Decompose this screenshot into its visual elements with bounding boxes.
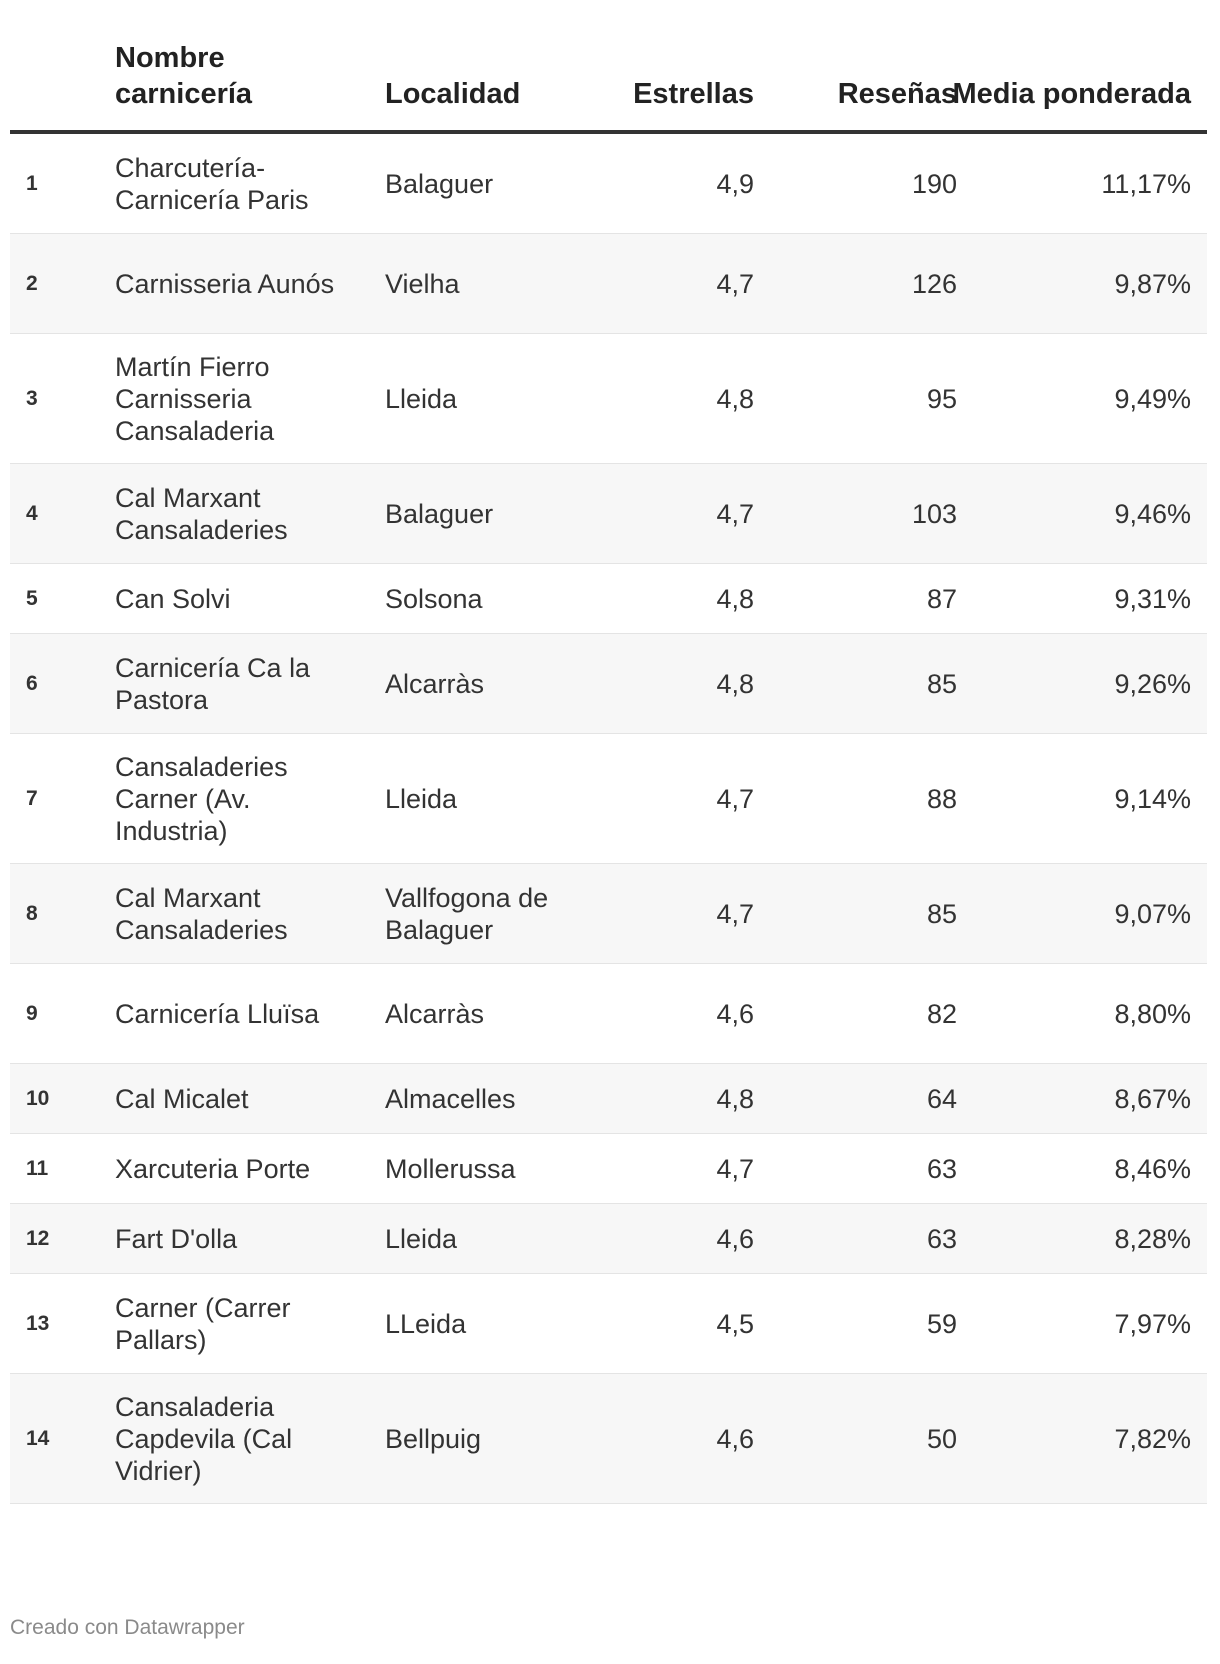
table-row (10, 964, 1207, 1064)
weighted-cell: 8,46% (1114, 1153, 1191, 1184)
weighted-cell: 8,80% (1114, 998, 1191, 1029)
table-row (10, 1064, 1207, 1134)
locality-cell: Alcarràs (385, 668, 485, 699)
reviews-cell: 63 (926, 1153, 957, 1184)
stars-cell: 4,8 (716, 1083, 754, 1114)
locality-cell: Solsona (385, 583, 483, 614)
table-header (10, 0, 1207, 134)
weighted-cell: 9,26% (1114, 668, 1191, 699)
rank-cell: 8 (26, 901, 38, 925)
weighted-cell: 9,07% (1114, 898, 1191, 929)
reviews-cell: 64 (926, 1083, 957, 1114)
reviews-cell: 95 (926, 383, 957, 414)
locality-cell: Lleida (385, 383, 458, 414)
datawrapper-credit: Creado con Datawrapper (10, 1616, 245, 1639)
rank-cell: 2 (26, 271, 38, 295)
rank-cell: 13 (26, 1311, 50, 1335)
reviews-cell: 85 (926, 898, 957, 929)
locality-cell: Balaguer (385, 498, 494, 529)
stars-cell: 4,8 (716, 583, 754, 614)
name-cell: Carnisseria Aunós (115, 268, 335, 299)
weighted-cell: 9,14% (1114, 783, 1191, 814)
name-cell: Fart D'olla (115, 1223, 238, 1254)
weighted-cell: 7,97% (1114, 1308, 1191, 1339)
stars-cell: 4,7 (716, 898, 754, 929)
stars-cell: 4,6 (716, 998, 754, 1029)
rank-cell: 9 (26, 1001, 38, 1025)
ranking-table (10, 0, 1207, 1504)
reviews-cell: 85 (926, 668, 957, 699)
stars-cell: 4,9 (716, 168, 754, 199)
weighted-cell: 9,31% (1114, 583, 1191, 614)
table-row (10, 564, 1207, 634)
locality-cell: Lleida (385, 783, 458, 814)
header-weighted[interactable]: Media ponderada (952, 78, 1191, 110)
stars-cell: 4,7 (716, 268, 754, 299)
name-cell: Cansaladeries Carner (Av. Industria) (115, 751, 288, 846)
name-cell: Cal Marxant Cansaladeries (115, 882, 288, 945)
reviews-cell: 50 (926, 1423, 957, 1454)
locality-cell: Lleida (385, 1223, 458, 1254)
table-row (10, 1274, 1207, 1374)
reviews-cell: 88 (926, 783, 957, 814)
weighted-cell: 9,46% (1114, 498, 1191, 529)
locality-cell: Alcarràs (385, 998, 485, 1029)
reviews-cell: 103 (911, 498, 957, 529)
header-reviews[interactable]: Reseñas (837, 78, 957, 110)
rank-cell: 11 (26, 1156, 49, 1180)
reviews-cell: 190 (911, 168, 957, 199)
table-row (10, 234, 1207, 334)
table-row (10, 1134, 1207, 1204)
reviews-cell: 82 (926, 998, 957, 1029)
header-stars[interactable]: Estrellas (633, 78, 754, 110)
name-cell: Xarcuteria Porte (115, 1153, 311, 1184)
locality-cell: Almacelles (385, 1083, 516, 1114)
table-row (10, 1374, 1207, 1504)
reviews-cell: 63 (926, 1223, 957, 1254)
name-cell: Charcutería-Carnicería Paris (115, 152, 309, 215)
weighted-cell: 8,67% (1114, 1083, 1191, 1114)
name-cell: Cal Micalet (115, 1083, 249, 1114)
stars-cell: 4,7 (716, 783, 754, 814)
weighted-cell: 8,28% (1114, 1223, 1191, 1254)
rank-cell: 1 (26, 171, 38, 195)
name-cell: Carnicería Lluïsa (115, 998, 320, 1029)
locality-cell: Mollerussa (385, 1153, 516, 1184)
stars-cell: 4,7 (716, 498, 754, 529)
table-row (10, 1204, 1207, 1274)
weighted-cell: 11,17% (1101, 168, 1191, 199)
rank-cell: 3 (26, 386, 38, 410)
table-body (10, 134, 1207, 1504)
table-row (10, 864, 1207, 964)
locality-cell: Balaguer (385, 168, 494, 199)
weighted-cell: 9,87% (1114, 268, 1191, 299)
header-locality[interactable]: Localidad (385, 78, 521, 110)
locality-cell: Vielha (385, 268, 460, 299)
name-cell: Martín Fierro Carnisseria Cansaladeria (115, 351, 275, 446)
rank-cell: 5 (26, 586, 38, 610)
rank-cell: 7 (26, 786, 38, 810)
stars-cell: 4,6 (716, 1423, 754, 1454)
table-row (10, 134, 1207, 234)
locality-cell: Vallfogona de Balaguer (385, 882, 549, 945)
stars-cell: 4,7 (716, 1153, 754, 1184)
name-cell: Can Solvi (115, 583, 231, 614)
name-cell: Carnicería Ca la Pastora (115, 652, 311, 715)
reviews-cell: 59 (926, 1308, 957, 1339)
table-row (10, 734, 1207, 864)
table-row (10, 334, 1207, 464)
stars-cell: 4,8 (716, 668, 754, 699)
rank-cell: 14 (26, 1426, 50, 1450)
rank-cell: 12 (26, 1226, 50, 1250)
header-name[interactable]: Nombre carnicería (115, 42, 253, 110)
name-cell: Cal Marxant Cansaladeries (115, 482, 288, 545)
rank-cell: 10 (26, 1086, 50, 1110)
table-row (10, 634, 1207, 734)
reviews-cell: 87 (926, 583, 957, 614)
stars-cell: 4,8 (716, 383, 754, 414)
name-cell: Cansaladeria Capdevila (Cal Vidrier) (115, 1391, 293, 1486)
weighted-cell: 7,82% (1114, 1423, 1191, 1454)
weighted-cell: 9,49% (1114, 383, 1191, 414)
name-cell: Carner (Carrer Pallars) (115, 1292, 291, 1355)
locality-cell: LLeida (385, 1308, 467, 1339)
table-row (10, 464, 1207, 564)
stars-cell: 4,6 (716, 1223, 754, 1254)
reviews-cell: 126 (911, 268, 957, 299)
stars-cell: 4,5 (716, 1308, 754, 1339)
locality-cell: Bellpuig (385, 1423, 482, 1454)
rank-cell: 6 (26, 671, 38, 695)
rank-cell: 4 (26, 501, 38, 525)
